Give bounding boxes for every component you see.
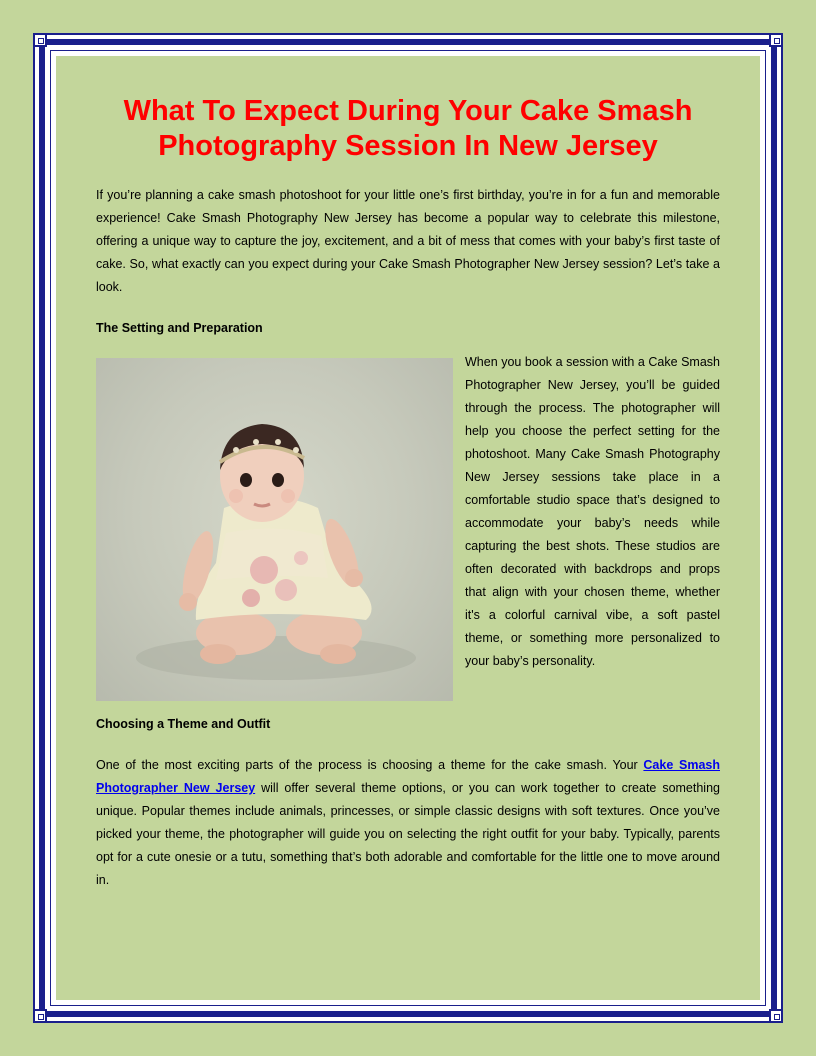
border-corner-top-right	[769, 33, 783, 47]
baby-photo-illustration	[96, 358, 453, 701]
intro-paragraph: If you’re planning a cake smash photoshoot for your little one’s first birthday, you’re in for a fun and memorable experience! Cake Smash Photography New Jersey has become a popular way to celebrate this milestone, offering a unique way to capture the joy, excitement, and a bit of mess that comes with your baby’s first taste of cake. So, what exactly can you expect during your Cake Smash Photographer New Jersey session? Let’s take a look.	[96, 188, 720, 294]
section-heading-setting: The Setting and Preparation	[96, 321, 263, 335]
cake-smash-photographer-link[interactable]: Cake Smash Photographer New Jersey	[96, 758, 720, 795]
border-corner-bottom-right	[769, 1009, 783, 1023]
setting-text-column	[465, 351, 720, 673]
theme-paragraph-text-start: One of the most exciting parts of the process is choosing a theme for the cake smash. Your	[96, 758, 644, 772]
baby-photo	[96, 358, 453, 701]
section-heading-theme: Choosing a Theme and Outfit	[96, 717, 271, 731]
setting-paragraph: When you book a session with a Cake Smash Photographer New Jersey, you’ll be guided through the process. The photographer will help you choose the perfect setting for the photoshoot. Many Cake Smash Photography New Jersey sessions take place in a comfortable studio space that’s designed to accommodate your baby’s needs while capturing the best shots. These studios are often decorated with backdrops and props that align with your chosen theme, whether it's a colorful carnival vibe, a soft pastel theme, or something more personalized to your baby’s personality.	[465, 355, 720, 668]
border-corner-top-left	[33, 33, 47, 47]
setting-section-row	[96, 355, 720, 701]
article-content	[96, 94, 720, 892]
document-page	[56, 56, 760, 1000]
article-title: What To Expect During Your Cake Smash Photography Session In New Jersey	[123, 95, 693, 162]
border-corner-bottom-left	[33, 1009, 47, 1023]
theme-paragraph-text-end: will offer several theme options, or you can work together to create something unique. Popular themes include animals, princesses, or simple classic designs with soft textures. Once you’ve picked your theme, the photographer will guide you on selecting the right outfit for your baby. Typically, parents opt for a cute onesie or a tutu, something that’s both adorable and comfortable for the little one to move around in.	[96, 781, 720, 887]
theme-paragraph	[96, 754, 720, 892]
